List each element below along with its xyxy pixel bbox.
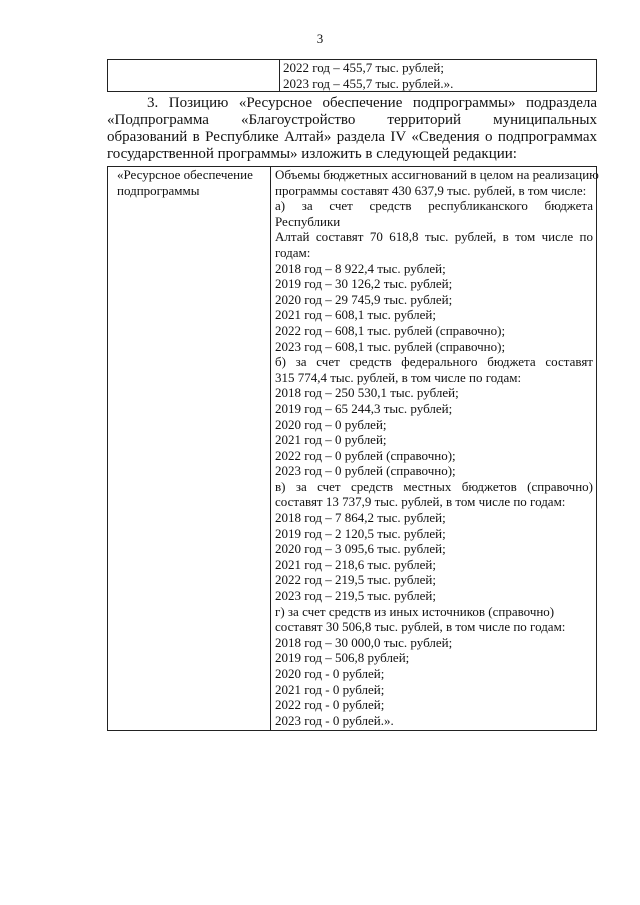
funding-line: Объемы бюджетных ассигнований в целом на реализацию — [275, 167, 599, 182]
funding-line: 2019 год – 30 126,2 тыс. рублей; — [275, 276, 453, 292]
funding-line: 2021 год – 608,1 тыс. рублей; — [275, 307, 436, 323]
funding-line: 2022 год – 608,1 тыс. рублей (справочно); — [275, 322, 506, 338]
funding-line: б) за счет средств федерального бюджета составят — [275, 354, 593, 370]
funding-line: 2023 год – 608,1 тыс. рублей (справочно); — [275, 338, 506, 354]
table-row — [108, 167, 597, 731]
funding-line: 2023 год – 219,5 тыс. рублей; — [275, 588, 436, 604]
funding-line: 2021 год – 0 рублей; — [275, 432, 387, 448]
funding-line: г) за счет средств из иных источников (справочно) — [275, 603, 555, 619]
funding-line: 2020 год – 3 095,6 тыс. рублей; — [275, 541, 446, 557]
amendment-paragraph — [107, 95, 597, 163]
funding-line: 2023 год – 0 рублей (справочно); — [275, 463, 456, 479]
position-name-cell — [108, 167, 271, 731]
funding-line: в) за счет средств местных бюджетов (справочно) — [275, 478, 593, 494]
funding-line: 2020 год – 29 745,9 тыс. рублей; — [275, 291, 453, 307]
funding-line: 2021 год - 0 рублей; — [275, 681, 385, 697]
funding-line: 2023 год – 455,7 тыс. рублей.». — [283, 75, 454, 91]
funding-line: 2022 год – 219,5 тыс. рублей; — [275, 572, 436, 588]
resource-provision-table — [107, 166, 597, 731]
continued-table-right-cell — [280, 60, 597, 92]
funding-line: 2018 год – 30 000,0 тыс. рублей; — [275, 634, 453, 650]
paragraph-line: образований в Республике Алтай» раздела IV «Сведения о подпрограммах — [107, 129, 597, 145]
funding-details-cell — [271, 167, 597, 731]
funding-line: составят 30 506,8 тыс. рублей, в том числе по годам: — [275, 619, 566, 635]
funding-line: Алтай составят 70 618,8 тыс. рублей, в том числе по — [275, 229, 593, 245]
paragraph-line: 3. Позицию «Ресурсное обеспечение подпрограммы» подраздела — [147, 95, 597, 111]
continued-table — [107, 59, 597, 92]
funding-line: 2020 год - 0 рублей; — [275, 666, 385, 681]
position-name-line: подпрограммы — [117, 182, 200, 198]
funding-line: 2023 год - 0 рублей.». — [275, 712, 394, 728]
funding-line: составят 13 737,9 тыс. рублей, в том числе по годам: — [275, 494, 566, 510]
funding-line: 2022 год – 455,7 тыс. рублей; — [283, 60, 444, 75]
position-name-line: «Ресурсное обеспечение — [117, 167, 253, 182]
funding-line: годам: — [275, 244, 311, 260]
funding-line: 2021 год – 218,6 тыс. рублей; — [275, 556, 436, 572]
page-number: 3 — [316, 31, 324, 46]
funding-line: 2018 год – 8 922,4 тыс. рублей; — [275, 260, 446, 276]
paragraph-line: государственной программы» изложить в следующей редакции: — [107, 146, 517, 162]
funding-line: 2022 год – 0 рублей (справочно); — [275, 447, 456, 463]
funding-line: 315 774,4 тыс. рублей, в том числе по годам: — [275, 369, 522, 385]
funding-line: 2018 год – 250 530,1 тыс. рублей; — [275, 385, 459, 401]
funding-line: а) за счет средств республиканского бюджета Республики — [275, 198, 593, 229]
funding-line: 2022 год - 0 рублей; — [275, 697, 385, 713]
funding-line: 2019 год – 2 120,5 тыс. рублей; — [275, 525, 446, 541]
continued-table-left-cell — [108, 60, 280, 92]
funding-line: 2020 год – 0 рублей; — [275, 416, 387, 432]
funding-line: 2019 год – 65 244,3 тыс. рублей; — [275, 400, 453, 416]
table-row — [108, 60, 597, 92]
paragraph-line: «Подпрограмма «Благоустройство территорий муниципальных — [107, 112, 597, 128]
funding-line: 2019 год – 506,8 рублей; — [275, 650, 410, 666]
funding-line: программы составят 430 637,9 тыс. рублей, в том числе: — [275, 182, 587, 198]
funding-line: 2018 год – 7 864,2 тыс. рублей; — [275, 510, 446, 526]
